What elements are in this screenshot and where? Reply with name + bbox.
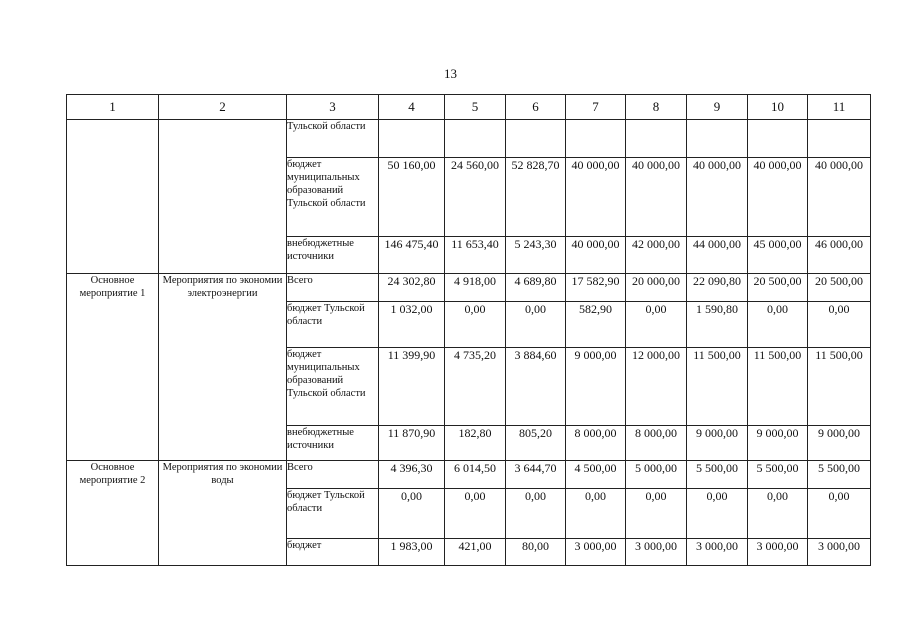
amount-cell: 11 500,00 bbox=[808, 348, 871, 426]
amount-cell: 0,00 bbox=[445, 489, 506, 539]
header-cell: 1 bbox=[67, 95, 159, 120]
amount-cell: 3 000,00 bbox=[748, 539, 808, 566]
amount-cell: 582,90 bbox=[566, 302, 626, 348]
header-cell: 4 bbox=[379, 95, 445, 120]
amount-cell: 22 090,80 bbox=[687, 274, 748, 302]
amount-cell: 24 302,80 bbox=[379, 274, 445, 302]
amount-cell: 4 689,80 bbox=[506, 274, 566, 302]
amount-cell: 3 884,60 bbox=[506, 348, 566, 426]
amount-cell: 0,00 bbox=[808, 489, 871, 539]
amount-cell: 4 735,20 bbox=[445, 348, 506, 426]
budget-table bbox=[66, 94, 871, 566]
header-cell: 7 bbox=[566, 95, 626, 120]
amount-cell: 9 000,00 bbox=[566, 348, 626, 426]
amount-cell: 146 475,40 bbox=[379, 237, 445, 274]
header-cell: 3 bbox=[287, 95, 379, 120]
amount-cell bbox=[748, 120, 808, 158]
amount-cell: 0,00 bbox=[808, 302, 871, 348]
amount-cell: 50 160,00 bbox=[379, 158, 445, 237]
amount-cell: 40 000,00 bbox=[566, 237, 626, 274]
funding-source-cell: бюджет Тульской области bbox=[287, 302, 379, 348]
amount-cell bbox=[506, 120, 566, 158]
funding-source-cell: бюджет bbox=[287, 539, 379, 566]
funding-source-cell: внебюджетные источники bbox=[287, 237, 379, 274]
amount-cell: 11 500,00 bbox=[748, 348, 808, 426]
header-cell: 8 bbox=[626, 95, 687, 120]
amount-cell: 44 000,00 bbox=[687, 237, 748, 274]
amount-cell: 80,00 bbox=[506, 539, 566, 566]
amount-cell: 11 399,90 bbox=[379, 348, 445, 426]
table-row bbox=[67, 120, 871, 158]
amount-cell: 1 032,00 bbox=[379, 302, 445, 348]
activity-cell: Основное мероприятие 1 bbox=[67, 274, 159, 461]
amount-cell: 5 243,30 bbox=[506, 237, 566, 274]
amount-cell: 4 500,00 bbox=[566, 461, 626, 489]
amount-cell: 0,00 bbox=[379, 489, 445, 539]
amount-cell: 1 590,80 bbox=[687, 302, 748, 348]
amount-cell: 20 500,00 bbox=[808, 274, 871, 302]
amount-cell: 52 828,70 bbox=[506, 158, 566, 237]
amount-cell: 5 500,00 bbox=[748, 461, 808, 489]
table-row bbox=[67, 461, 871, 489]
description-cell: Мероприятия по экономии воды bbox=[159, 461, 287, 566]
amount-cell: 42 000,00 bbox=[626, 237, 687, 274]
funding-source-cell: бюджет муниципальных образований Тульской области bbox=[287, 348, 379, 426]
funding-source-cell: бюджет муниципальных образований Тульской области bbox=[287, 158, 379, 237]
table-header bbox=[67, 95, 871, 120]
header-cell: 9 bbox=[687, 95, 748, 120]
amount-cell: 182,80 bbox=[445, 426, 506, 461]
amount-cell: 11 653,40 bbox=[445, 237, 506, 274]
amount-cell bbox=[445, 120, 506, 158]
amount-cell: 5 500,00 bbox=[687, 461, 748, 489]
amount-cell: 5 000,00 bbox=[626, 461, 687, 489]
amount-cell bbox=[379, 120, 445, 158]
amount-cell: 3 000,00 bbox=[626, 539, 687, 566]
amount-cell: 0,00 bbox=[748, 489, 808, 539]
header-cell: 2 bbox=[159, 95, 287, 120]
header-cell: 11 bbox=[808, 95, 871, 120]
funding-source-cell: бюджет Тульской области bbox=[287, 489, 379, 539]
funding-source-cell: Всего bbox=[287, 461, 379, 489]
header-cell: 5 bbox=[445, 95, 506, 120]
amount-cell: 9 000,00 bbox=[808, 426, 871, 461]
activity-cell bbox=[67, 120, 159, 274]
amount-cell: 40 000,00 bbox=[626, 158, 687, 237]
amount-cell: 40 000,00 bbox=[748, 158, 808, 237]
amount-cell: 0,00 bbox=[506, 302, 566, 348]
amount-cell: 0,00 bbox=[748, 302, 808, 348]
description-cell: Мероприятия по экономии электроэнергии bbox=[159, 274, 287, 461]
amount-cell: 3 000,00 bbox=[808, 539, 871, 566]
amount-cell: 4 918,00 bbox=[445, 274, 506, 302]
funding-source-cell: Тульской области bbox=[287, 120, 379, 158]
activity-cell: Основное мероприятие 2 bbox=[67, 461, 159, 566]
amount-cell: 40 000,00 bbox=[566, 158, 626, 237]
amount-cell bbox=[566, 120, 626, 158]
header-row bbox=[67, 95, 871, 120]
amount-cell: 6 014,50 bbox=[445, 461, 506, 489]
amount-cell: 12 000,00 bbox=[626, 348, 687, 426]
amount-cell: 8 000,00 bbox=[626, 426, 687, 461]
amount-cell: 45 000,00 bbox=[748, 237, 808, 274]
amount-cell: 4 396,30 bbox=[379, 461, 445, 489]
amount-cell: 9 000,00 bbox=[748, 426, 808, 461]
amount-cell: 20 500,00 bbox=[748, 274, 808, 302]
amount-cell: 1 983,00 bbox=[379, 539, 445, 566]
amount-cell: 3 644,70 bbox=[506, 461, 566, 489]
header-cell: 6 bbox=[506, 95, 566, 120]
funding-source-cell: Всего bbox=[287, 274, 379, 302]
amount-cell: 0,00 bbox=[566, 489, 626, 539]
amount-cell: 805,20 bbox=[506, 426, 566, 461]
amount-cell: 24 560,00 bbox=[445, 158, 506, 237]
amount-cell: 9 000,00 bbox=[687, 426, 748, 461]
amount-cell: 0,00 bbox=[506, 489, 566, 539]
amount-cell: 46 000,00 bbox=[808, 237, 871, 274]
description-cell bbox=[159, 120, 287, 274]
amount-cell: 3 000,00 bbox=[687, 539, 748, 566]
amount-cell bbox=[808, 120, 871, 158]
amount-cell: 40 000,00 bbox=[808, 158, 871, 237]
amount-cell: 20 000,00 bbox=[626, 274, 687, 302]
table-row bbox=[67, 274, 871, 302]
amount-cell bbox=[626, 120, 687, 158]
amount-cell: 11 500,00 bbox=[687, 348, 748, 426]
header-cell: 10 bbox=[748, 95, 808, 120]
funding-source-cell: внебюджетные источники bbox=[287, 426, 379, 461]
amount-cell: 17 582,90 bbox=[566, 274, 626, 302]
page-number: 13 bbox=[444, 66, 457, 81]
table-body bbox=[67, 120, 871, 566]
amount-cell: 5 500,00 bbox=[808, 461, 871, 489]
amount-cell: 421,00 bbox=[445, 539, 506, 566]
amount-cell: 40 000,00 bbox=[687, 158, 748, 237]
amount-cell: 0,00 bbox=[445, 302, 506, 348]
amount-cell: 0,00 bbox=[626, 489, 687, 539]
amount-cell: 3 000,00 bbox=[566, 539, 626, 566]
amount-cell: 11 870,90 bbox=[379, 426, 445, 461]
amount-cell: 8 000,00 bbox=[566, 426, 626, 461]
amount-cell bbox=[687, 120, 748, 158]
amount-cell: 0,00 bbox=[687, 489, 748, 539]
amount-cell: 0,00 bbox=[626, 302, 687, 348]
